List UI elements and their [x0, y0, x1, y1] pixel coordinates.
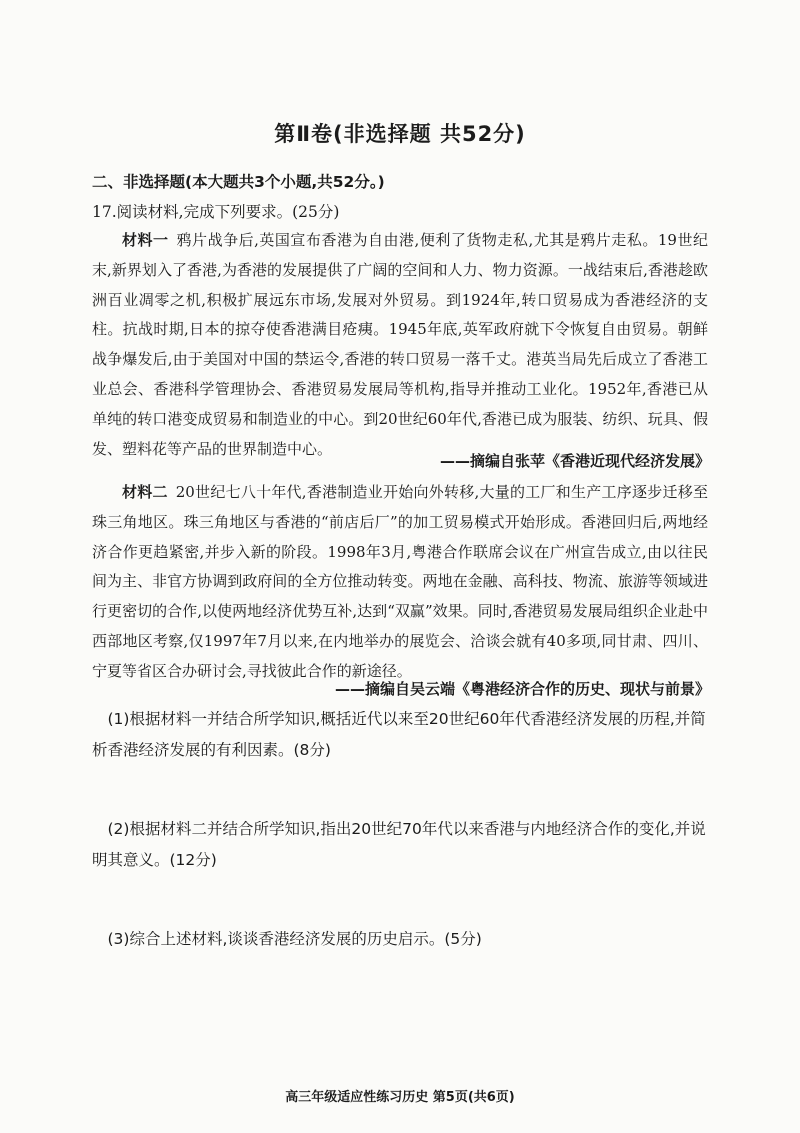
material-1 — [92, 226, 708, 464]
part-heading: 二、非选择题(本大题共3个小题,共52分。) — [92, 173, 385, 191]
sub-question-1: (1)根据材料一并结合所学知识,概括近代以来至20世纪60年代香港经济发展的历程,并简析香港经济发展的有利因素。(8分) — [92, 710, 706, 759]
material-1-label: 材料一 — [122, 231, 169, 249]
material-2-label: 材料二 — [122, 483, 168, 501]
material-2 — [92, 478, 708, 687]
material-2-text: 20世纪七八十年代,香港制造业开始向外转移,大量的工厂和生产工序逐步迁移至珠三角地区。珠三角地区与香港的“前店后厂”的加工贸易模式开始形成。香港回归后,两地经济合作更趋紧密,并步入新的阶段。1998年3月,粤港合作联席会议在广州宣告成立,由以往民间为主、非官方协调到政府间的全方位推动转变。两地在金融、高科技、物流、旅游等领域进行更密切的合作,以使两地经济优势互补,达到“双赢”效果。同时,香港贸易发展局组织企业赴中西部地区考察,仅1997年7月以来,在内地举办的展览会、洽谈会就有40多项,同甘肃、四川、宁夏等省区合办研讨会,寻找彼此合作的新途径。 — [92, 483, 708, 680]
material-1-source: ——摘编自张苹《香港近现代经济发展》 — [439, 452, 710, 470]
section-title: 第Ⅱ卷(非选择题 共52分) — [274, 122, 526, 146]
question-17-header: 17.阅读材料,完成下列要求。(25分) — [92, 203, 340, 221]
material-1-text: 鸦片战争后,英国宣布香港为自由港,便利了货物走私,尤其是鸦片走私。19世纪末,新界划入了香港,为香港的发展提供了广阔的空间和人力、物力资源。一战结束后,香港趁欧洲百业凋零之机,积极扩展远东市场,发展对外贸易。到1924年,转口贸易成为香港经济的支柱。抗战时期,日本的掠夺使香港满目疮痍。1945年底,英军政府就下令恢复自由贸易。朝鲜战争爆发后,由于美国对中国的禁运令,香港的转口贸易一落千丈。港英当局先后成立了香港工业总会、香港科学管理协会、香港贸易发展局等机构,指导并推动工业化。1952年,香港已从单纯的转口港变成贸易和制造业的中心。到20世纪60年代,香港已成为服装、纺织、玩具、假发、塑料花等产品的世界制造中心。 — [92, 231, 708, 458]
sub-question-3: (3)综合上述材料,谈谈香港经济发展的历史启示。(5分) — [107, 930, 482, 948]
page-footer: 高三年级适应性练习历史 第5页(共6页) — [285, 1090, 515, 1105]
material-2-source: ——摘编自吴云端《粤港经济合作的历史、现状与前景》 — [334, 680, 710, 698]
sub-question-2: (2)根据材料二并结合所学知识,指出20世纪70年代以来香港与内地经济合作的变化,并说明其意义。(12分) — [92, 820, 706, 869]
